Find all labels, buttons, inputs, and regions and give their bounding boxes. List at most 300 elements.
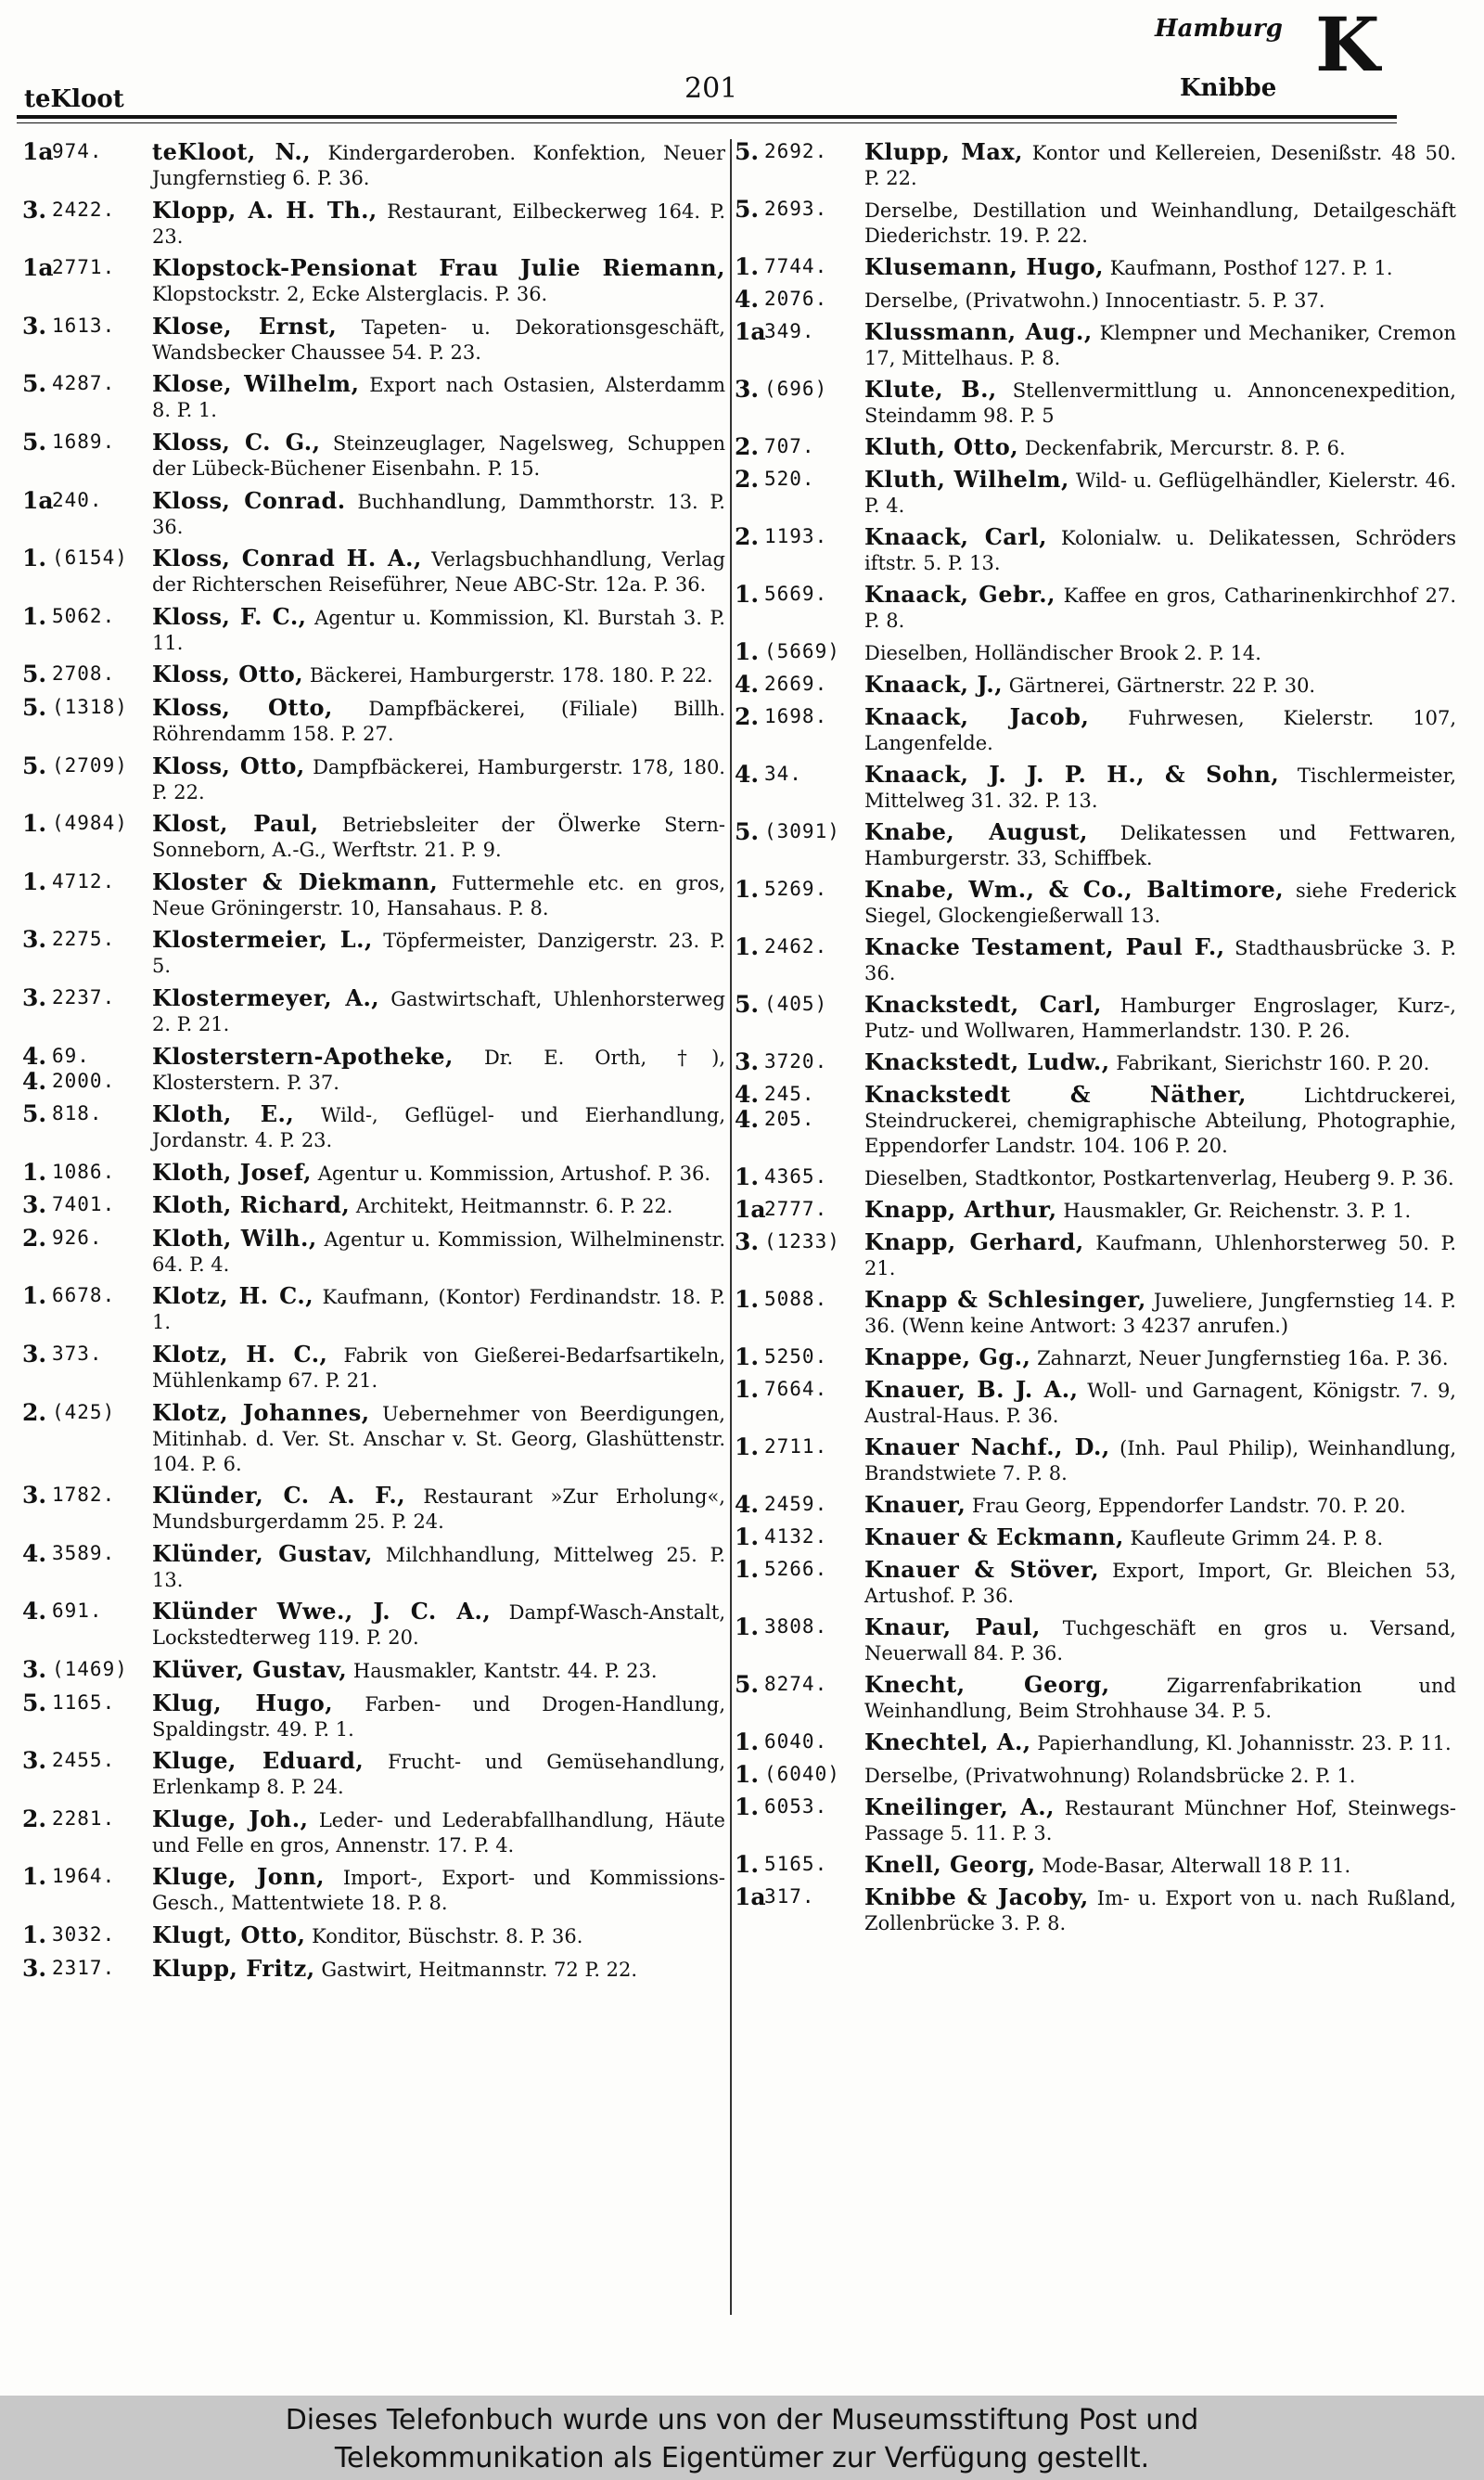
district-code: 3. [22,1954,47,1982]
district-code: 1. [735,1728,760,1755]
subscriber-name: Klosterstern-Apotheke, [152,1042,454,1070]
subscriber-details: Fuhrwesen, Kielerstr. 107, Langenfelde. [864,707,1456,754]
subscriber-details: Hamburger Engroslager, Kurz-, Putz- und Wollwaren, Hammerlandstr. 130. P. 26. [864,995,1456,1042]
district-code: 1. [735,1343,760,1370]
district-code: 2. [735,433,760,460]
directory-entry [735,1049,1456,1076]
subscriber-details: Export, Import, Gr. Bleichen 53, Artushof. P. 36. [864,1560,1456,1607]
subscriber-details: Mode-Basar, Alterwall 18 P. 11. [1042,1855,1351,1877]
district-code: 1. [22,545,47,572]
subscriber-details: Buchhandlung, Dammthorstr. 13. P. 36. [152,490,725,538]
entry-text [861,639,1456,666]
subscriber-name: Kneilinger, A., [864,1793,1055,1820]
subscriber-details: Gastwirtschaft, Uhlenhorsterweg 2. P. 21. [152,987,725,1035]
phone-number: 5062. [52,604,116,627]
phone-number: 2459. [764,1493,828,1515]
directory-entry [22,1956,725,1983]
subscriber-details: Derselbe, Destillation und Weinhandlung, Detailgeschäft Diederichstr. 19. P. 22. [864,199,1456,247]
entry-text [861,1287,1456,1339]
district-code: 4. [735,1491,760,1518]
phone-number: (1318) [52,695,128,718]
district-code: 1. [735,1163,760,1190]
directory-entry [735,1164,1456,1191]
directory-entry [735,197,1456,249]
subscriber-name: Kloss, Otto, [152,693,333,721]
subscriber-details: Dampf-Wasch-Anstalt, Lockstedterweg 119. P. 20. [152,1601,725,1650]
subscriber-name: Kloss, Otto, [152,752,305,779]
entry-text [148,1400,725,1477]
district-code: 3. [22,983,47,1011]
district-code: 3. [22,1341,47,1368]
page-number: 201 [684,72,738,105]
phone-number: 3589. [52,1541,116,1564]
directory-entry [22,1160,725,1187]
entry-text [148,1690,725,1742]
subscriber-details: Fabrik von Gießerei-Bedarfsartikeln, Mühlenkamp 67. P. 21. [152,1344,725,1393]
district-code: 5. [22,1689,47,1716]
subscriber-name: Knauer & Eckmann, [864,1523,1124,1550]
phone-number: 8274. [764,1673,828,1695]
entry-text [861,319,1456,371]
subscriber-details: Töpfermeister, Danzigerstr. 23. P. 5. [152,930,725,978]
subscriber-details: Kaufmann, Uhlenhorsterweg 50. P. 21. [864,1232,1456,1279]
phone-number: 691. [52,1600,103,1623]
directory-entry [22,1226,725,1278]
phone-number: 2711. [764,1435,828,1458]
subscriber-details: Fabrikant, Sierichstr 160. P. 20. [1116,1052,1430,1074]
phone-number: 2275. [52,928,116,951]
directory-entry [735,934,1456,986]
entry-text [148,1192,725,1219]
subscriber-name: Kloth, Wilh., [152,1224,317,1252]
subscriber-name: Kloster & Diekmann, [152,867,439,895]
footer-notice [0,2396,1484,2480]
subscriber-name: Knackstedt & Näther, [864,1081,1247,1108]
directory-entry [735,524,1456,576]
entry-text [861,1434,1456,1486]
directory-entry [735,467,1456,519]
subscriber-details: Restaurant, Eilbeckerweg 164. P. 23. [152,199,725,248]
phone-number: 1964. [52,1865,116,1888]
directory-entry [22,1044,725,1096]
subscriber-details: Wild-, Geflügel- und Eierhandlung, Jordanstr. 4. P. 23. [152,1104,725,1152]
directory-entry [22,1101,725,1153]
phone-number: (1469) [52,1658,128,1681]
subscriber-details: Gärtnerei, Gärtnerstr. 22 P. 30. [1008,675,1316,697]
subscriber-name: Knaack, Jacob, [864,703,1090,730]
district-code: 3. [22,1191,47,1219]
phone-number: 5269. [764,878,828,900]
entry-text [861,1852,1456,1879]
subscriber-details: Restaurant Münchner Hof, Steinwegs-Passage 5. 11. P. 3. [864,1797,1456,1844]
district-code: 2. [735,703,760,730]
phone-number: 2237. [52,985,116,1009]
subscriber-details: Woll- und Garnagent, Königstr. 7. 9, Austral-Haus. P. 36. [864,1380,1456,1427]
left-column [22,139,725,2315]
entry-text [148,1226,725,1278]
district-code: 5. [735,139,760,165]
subscriber-details: Deckenfabrik, Mercurstr. 8. P. 6. [1024,437,1346,459]
subscriber-details: Restaurant »Zur Erholung«, Mundsburgerdamm 25. P. 24. [152,1485,725,1534]
district-code: 1. [22,602,47,630]
subscriber-name: Kluge, Joh., [152,1805,309,1832]
phone-number: 373. [52,1343,103,1366]
district-code: 1. [735,1851,760,1878]
subscriber-details: Leder- und Lederabfallhandlung, Häute und Felle en gros, Annenstr. 17. P. 4. [152,1808,725,1857]
entry-text [861,1229,1456,1281]
district-code: 1. [735,1613,760,1640]
phone-number: 5088. [764,1288,828,1310]
subscriber-details: Kaufmann, (Kontor) Ferdinandstr. 18. P. 1. [152,1286,725,1334]
phone-number: (6154) [52,546,128,570]
directory-entry [22,927,725,979]
subscriber-details: Kolonialw. u. Delikatessen, Schröders iftstr. 5. P. 13. [864,527,1456,574]
right-column [735,139,1456,2315]
entry-text [148,255,725,307]
entry-text [861,1524,1456,1551]
directory-entry [735,434,1456,461]
entry-text [861,434,1456,461]
directory-entry [735,319,1456,371]
district-code: 1. [735,638,760,665]
entry-text [861,1197,1456,1224]
phone-number: 974. [52,140,103,162]
directory-entry [735,1884,1456,1936]
entry-text [148,1956,725,1983]
subscriber-details: Agentur u. Kommission, Artushof. P. 36. [317,1162,711,1185]
directory-entry [735,1672,1456,1724]
directory-entry [735,139,1456,191]
directory-entry [735,287,1456,314]
subscriber-details: Kaufleute Grimm 24. P. 8. [1130,1527,1384,1549]
directory-entry [735,254,1456,281]
subscriber-details: Zigarrenfabrikation und Weinhandlung, Beim Strohhause 34. P. 5. [864,1675,1456,1722]
district-code: 3. [735,1228,760,1255]
subscriber-details: Frau Georg, Eppendorfer Landstr. 70. P. 20. [972,1495,1406,1517]
entry-text [861,819,1456,871]
district-code: 1. [735,1433,760,1460]
directory-entry [22,753,725,805]
district-code: 5. [735,196,760,223]
column-divider [730,139,732,2315]
district-code: 1. [22,867,47,895]
subscriber-details: Im- u. Export von u. nach Rußland, Zollenbrücke 3. P. 8. [864,1887,1456,1934]
directory-entry [22,1748,725,1800]
subscriber-details: Agentur u. Kommission, Wilhelminenstr. 64. P. 4. [152,1227,725,1276]
directory-entry [735,1229,1456,1281]
subscriber-name: Klussmann, Aug., [864,318,1093,345]
district-code: 1. [735,1556,760,1583]
subscriber-details: Konditor, Büschstr. 8. P. 36. [312,1925,583,1947]
subscriber-name: Klünder Wwe., J. C. A., [152,1598,492,1625]
entry-text [861,992,1456,1044]
subscriber-name: Kluth, Wilhelm, [864,466,1069,493]
subscriber-details: Verlagsbuchhandlung, Verlag der Richterschen Reiseführer, Neue ABC-Str. 12a. P. 36. [152,548,725,597]
left-keyword: teKloot [24,85,124,113]
district-code: 1a [735,1883,766,1910]
entry-text [861,139,1456,191]
directory-entry [22,1922,725,1949]
subscriber-details: Bäckerei, Hamburgerstr. 178. 180. P. 22. [309,664,713,687]
subscriber-details: Tuchgeschäft en gros u. Versand, Neuerwall 84. P. 36. [864,1617,1456,1664]
directory-entry [735,1082,1456,1159]
district-code: 4. [735,671,760,698]
district-code: 1a [22,139,54,165]
entry-text [148,371,725,423]
district-code: 3. [22,926,47,954]
subscriber-details: Hausmakler, Gr. Reichenstr. 3. P. 1. [1063,1200,1412,1222]
subscriber-name: Klotz, H. C., [152,1282,314,1310]
subscriber-details: (Inh. Paul Philip), Weinhandlung, Brandstwiete 7. P. 8. [864,1437,1456,1484]
subscriber-name: Kloss, Conrad. [152,486,346,514]
phone-number: (696) [764,378,828,400]
directory-entry [22,1690,725,1742]
phone-number: (1233) [764,1230,840,1253]
directory-entry [22,811,725,863]
subscriber-details: Gastwirt, Heitmannstr. 72 P. 22. [321,1958,638,1981]
phone-number: 2708. [52,662,116,686]
district-code: 5. [22,661,47,688]
district-code: 1. [735,1286,760,1313]
phone-number: 69. 2000. [52,1044,116,1092]
directory-entry [735,704,1456,756]
entry-text [148,546,725,598]
entry-text [148,1342,725,1394]
subscriber-details: Klempner und Mechaniker, Cremon 17, Mittelhaus. P. 8. [864,322,1456,369]
district-code: 1. [735,1793,760,1820]
subscriber-details: Tischlermeister, Mittelweg 31. 32. P. 13. [864,765,1456,812]
district-code: 4. 4. [22,1042,47,1095]
entry-text [861,377,1456,429]
subscriber-name: Kloss, C. G., [152,428,321,456]
subscriber-name: Knauer, B. J. A., [864,1376,1079,1403]
section-letter: K [1315,1,1380,88]
phone-number: (405) [764,993,828,1015]
subscriber-name: Knibbe & Jacoby, [864,1883,1089,1910]
subscriber-name: Knaack, Gebr., [864,581,1055,608]
directory-entry [22,198,725,250]
subscriber-name: Klünder, C. A. F., [152,1482,406,1510]
subscriber-name: Kloth, Josef, [152,1158,313,1186]
entry-text [861,1344,1456,1371]
district-code: 5. [22,752,47,779]
phone-number: 707. [764,435,815,457]
entry-text [861,524,1456,576]
subscriber-details: Kaufmann, Posthof 127. P. 1. [1109,257,1393,279]
district-code: 1. [735,1523,760,1550]
directory-entry [735,1557,1456,1609]
entry-text [861,704,1456,756]
entry-text [861,467,1456,519]
subscriber-details: Delikatessen und Fettwaren, Hamburgerstr. 33, Schiffbek. [864,822,1456,869]
phone-number: 317. [764,1885,815,1908]
subscriber-details: Kaffee en gros, Catharinenkirchhof 27. P. 8. [864,585,1456,632]
phone-number: 2422. [52,198,116,221]
entry-text [148,1483,725,1535]
subscriber-name: Klostermeier, L., [152,926,373,954]
subscriber-name: Knauer & Stöver, [864,1556,1100,1583]
subscriber-details: Farben- und Drogen-Handlung, Spaldingstr. 49. P. 1. [152,1692,725,1741]
subscriber-name: Knapp, Arthur, [864,1196,1057,1223]
entry-text [148,139,725,191]
subscriber-name: Knell, Georg, [864,1851,1036,1878]
subscriber-details: Papierhandlung, Kl. Johannisstr. 23. P. 11. [1037,1732,1452,1754]
phone-number: 7401. [52,1193,116,1216]
entry-text [861,287,1456,314]
directory-entry [735,639,1456,666]
district-code: 3. [22,196,47,224]
directory-entry [735,1197,1456,1224]
district-code: 5. [22,1100,47,1128]
phone-number: 3808. [764,1615,828,1638]
entry-text [148,869,725,921]
page-header [0,0,1484,139]
entry-text [148,314,725,366]
subscriber-details: Hausmakler, Kantstr. 44. P. 23. [352,1660,658,1683]
subscriber-name: Knauer Nachf., D., [864,1433,1110,1460]
phone-number: 1689. [52,430,116,453]
entry-text [861,582,1456,634]
subscriber-name: Kluge, Jonn, [152,1863,326,1891]
district-code: 4. [22,1598,47,1625]
district-code: 2. [22,1805,47,1832]
subscriber-name: Klost, Paul, [152,810,319,838]
phone-number: 240. [52,488,103,511]
directory-entry [735,1794,1456,1846]
district-code: 1. [735,253,760,280]
phone-number: (6040) [764,1763,840,1785]
subscriber-name: Kloss, Conrad H. A., [152,545,422,572]
entry-text [148,488,725,540]
district-code: 2. [22,1398,47,1426]
directory-entry [22,1864,725,1916]
phone-number: 5250. [764,1345,828,1368]
phone-number: 2462. [764,935,828,957]
phone-number: 2669. [764,673,828,695]
phone-number: (2709) [52,753,128,777]
entry-text [861,1729,1456,1756]
directory-entry [735,1492,1456,1519]
district-code: 4. 4. [735,1081,760,1133]
subscriber-name: Klopstock-Pensionat Frau Julie Riemann, [152,254,725,282]
subscriber-name: Knauer, [864,1491,966,1518]
district-code: 1a [22,254,54,282]
entry-text [861,934,1456,986]
phone-number: 2692. [764,140,828,162]
directory-entry [735,1524,1456,1551]
directory-entry [22,255,725,307]
subscriber-name: Kluge, Eduard, [152,1747,365,1775]
phone-number: 1698. [764,705,828,727]
phone-number: 4365. [764,1165,828,1188]
phone-number: 2693. [764,198,828,220]
district-code: 1. [22,1158,47,1186]
phone-number: (3091) [764,820,840,842]
phone-number: 7664. [764,1378,828,1400]
directory-entry [22,662,725,688]
subscriber-name: Knaack, J. J. P. H., & Sohn, [864,761,1280,788]
subscriber-details: Agentur u. Kommission, Kl. Burstah 3. P. 11. [152,606,725,654]
entry-text [148,198,725,250]
phone-number: 1086. [52,1160,116,1183]
phone-number: 2771. [52,256,116,279]
directory-entry [22,1541,725,1593]
district-code: 3. [22,312,47,340]
entry-text [148,1599,725,1651]
phone-number: 4712. [52,869,116,893]
phone-number: 2455. [52,1749,116,1772]
directory-entry [22,371,725,423]
phone-number: 34. [764,763,802,785]
header-rule [17,115,1397,119]
district-code: 3. [735,1048,760,1075]
directory-entry [22,1400,725,1477]
subscriber-name: Klüver, Gustav, [152,1656,348,1684]
entry-text [148,1160,725,1187]
directory-entry [735,1377,1456,1429]
subscriber-details: Tapeten- u. Dekorationsgeschäft, Wandsbecker Chaussee 54. P. 23. [152,315,725,364]
directory-entry [735,377,1456,429]
subscriber-name: Knackstedt, Ludw., [864,1048,1110,1075]
footer-line-1: Dieses Telefonbuch wurde uns von der Museumsstiftung Post und [285,2404,1199,2436]
phone-number: 4287. [52,372,116,395]
entry-text [148,604,725,656]
subscriber-name: Kloss, Otto, [152,661,304,688]
subscriber-details: Betriebsleiter der Ölwerke Stern-Sonneborn, A.-G., Werftstr. 21. P. 9. [152,814,725,862]
phone-number: (5669) [764,640,840,662]
directory-entry [22,430,725,482]
directory-entry [22,546,725,598]
subscriber-name: Klostermeyer, A., [152,983,380,1011]
entry-text [148,1748,725,1800]
entry-text [861,1794,1456,1846]
directory-entry [22,604,725,656]
subscriber-name: Knackstedt, Carl, [864,991,1102,1018]
entry-text [148,430,725,482]
subscriber-details: Steinzeuglager, Nagelsweg, Schuppen der Lübeck-Büchener Eisenbahn. P. 15. [152,431,725,480]
subscriber-name: Knaack, Carl, [864,523,1047,550]
directory-entry [735,877,1456,929]
subscriber-name: Knaack, J., [864,671,1004,698]
district-code: 1. [22,810,47,838]
subscriber-details: Stadthausbrücke 3. P. 36. [864,937,1456,984]
subscriber-details: Derselbe, (Privatwohnung) Rolandsbrücke 2. P. 1. [864,1765,1356,1787]
entry-text [861,1557,1456,1609]
district-code: 1. [22,1921,47,1948]
entry-text [148,1806,725,1858]
subscriber-name: Klopp, A. H. Th., [152,196,377,224]
subscriber-name: Knacke Testament, Paul F., [864,933,1225,960]
entry-text [148,1922,725,1949]
entry-text [148,927,725,979]
subscriber-details: Export nach Ostasien, Alsterdamm 8. P. 1. [152,374,725,422]
entry-text [148,1657,725,1684]
district-code: 4. [735,761,760,788]
district-code: 3. [22,1482,47,1510]
subscriber-name: Klute, B., [864,376,997,403]
district-code: 1. [22,1863,47,1891]
district-code: 2. [735,466,760,493]
phone-number: (4984) [52,812,128,835]
subscriber-details: Dampfbäckerei, (Filiale) Billh. Röhrendamm 158. P. 27. [152,697,725,745]
district-code: 1. [22,1282,47,1310]
subscriber-details: Dieselben, Stadtkontor, Postkartenverlag, Heuberg 9. P. 36. [864,1167,1454,1189]
directory-entry [735,1729,1456,1756]
phone-number: 1613. [52,314,116,337]
district-code: 1. [735,933,760,960]
subscriber-details: Lichtdruckerei, Steindruckerei, chemigraphische Abteilung, Photographie, Eppendorfer Landstr. 104. 106 P. 20. [864,1085,1456,1157]
subscriber-details: Kindergarderoben. Konfektion, Neuer Jungfernstieg 6. P. 36. [152,142,725,189]
